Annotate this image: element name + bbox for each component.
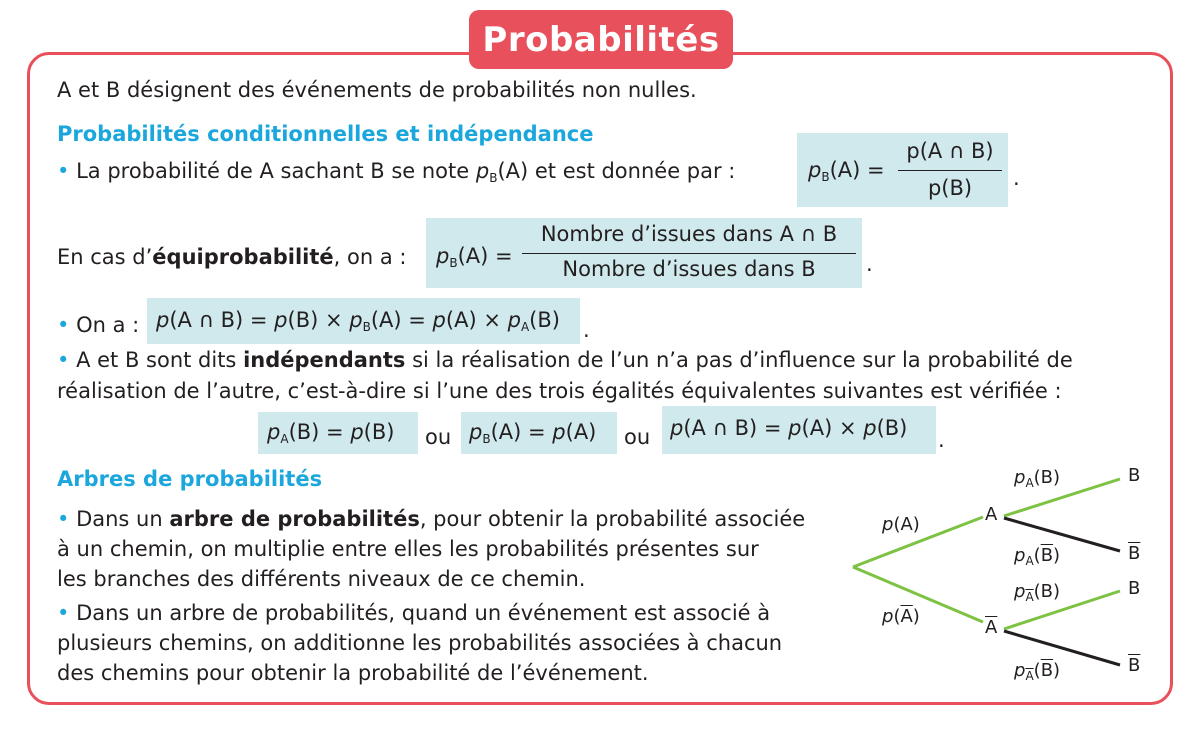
formula-conditional-lhs: $p_B(A)$ = (808, 158, 885, 184)
section-heading-conditional: Probabilités conditionnelles et indépendance (57, 122, 594, 146)
period: . (938, 428, 945, 452)
bullet-independence-line2: réalisation de l’autre, c’est-à-dire si l’une des trois égalités équivalentes suivantes est vérifiée : (57, 379, 1062, 403)
probability-tree (840, 460, 1160, 695)
period: . (866, 252, 873, 276)
formula-independence-1: $p_A(B) = p(B)$ (267, 420, 395, 446)
formula-equiprobability-numerator: Nombre d’issues dans A ∩ B (540, 222, 838, 246)
tree-label-pAbar: $p(\overline{A})$ (882, 606, 920, 627)
intro-text: A et B désignent des événements de probabilités non nulles. (57, 78, 697, 102)
fraction-bar (522, 253, 856, 254)
tree-bullet1-line2: à un chemin, on multiplie entre elles les probabilités présentes sur (57, 537, 759, 561)
tree-leaf-B: B (1128, 465, 1141, 486)
formula-independence-2: $p_B(A) = p(A)$ (469, 420, 597, 446)
tree-bullet1-line1: • Dans un arbre de probabilités, pour obtenir la probabilité associée (57, 507, 806, 531)
formula-conditional-denominator: p(B) (927, 176, 973, 200)
tree-label-pAbar-B: $p_{\overline{A}}(B)$ (1014, 581, 1061, 604)
tree-label-pA-B: $p_A(B)$ (1014, 467, 1061, 490)
tree-label-pAbar-Bbar: $p_{\overline{A}}(\overline{B})$ (1014, 660, 1061, 683)
bullet-independence-line1: • A et B sont dits indépendants si la réalisation de l’un n’a pas d’influence sur la probabilité de (57, 348, 1073, 372)
tree-label-pA-Bbar: $p_A(\overline{B})$ (1014, 545, 1061, 568)
formula-independence-3: p(A ∩ B) = p(A) × p(B) (670, 416, 908, 440)
bullet-conditional-definition: • La probabilité de A sachant B se note $p_B(A)$ et est donnée par : (57, 159, 736, 185)
equiprobability-text: En cas d’équiprobabilité, on a : (57, 245, 407, 269)
tree-node-Abar: $\overline{A}$ (985, 617, 998, 638)
tree-leaf-Bbar: $\overline{B}$ (1128, 543, 1141, 564)
tree-bullet1-line3: les branches des différents niveaux de ce chemin. (57, 567, 586, 591)
section-heading-trees: Arbres de probabilités (57, 467, 323, 491)
page-title: Probabilités (469, 10, 733, 69)
formula-equiprobability-lhs: $p_B(A)$ = (436, 244, 513, 270)
tree-node-A: A (985, 504, 998, 525)
bullet-icon: • (57, 507, 70, 531)
formula-product: p(A ∩ $B) = p(B) \times p_B(A) = p(A) \times p_A(B)$ (156, 308, 560, 334)
formula-conditional-numerator: p(A ∩ B) (906, 139, 994, 163)
tree-label-pA: p(A) (882, 514, 920, 535)
tree-bullet2-line3: des chemins pour obtenir la probabilité de l’événement. (57, 661, 649, 685)
bullet-icon: • (57, 159, 70, 183)
tree-bullet2-line2: plusieurs chemins, on additionne les probabilités associées à chacun (57, 631, 783, 655)
period: . (1013, 166, 1020, 190)
bullet-product-formula: • On a : (57, 313, 140, 337)
formula-equiprobability-denominator: Nombre d’issues dans B (562, 257, 816, 281)
tree-leaf-Bbar: $\overline{B}$ (1128, 655, 1141, 676)
bullet-icon: • (57, 601, 70, 625)
ou-text: ou (425, 425, 452, 449)
bullet-icon: • (57, 348, 70, 372)
bullet-icon: • (57, 313, 70, 337)
tree-leaf-B: B (1128, 578, 1141, 599)
fraction-bar (898, 170, 1002, 171)
period: . (583, 318, 590, 342)
tree-bullet2-line1: • Dans un arbre de probabilités, quand un événement est associé à (57, 601, 771, 625)
ou-text: ou (624, 425, 651, 449)
